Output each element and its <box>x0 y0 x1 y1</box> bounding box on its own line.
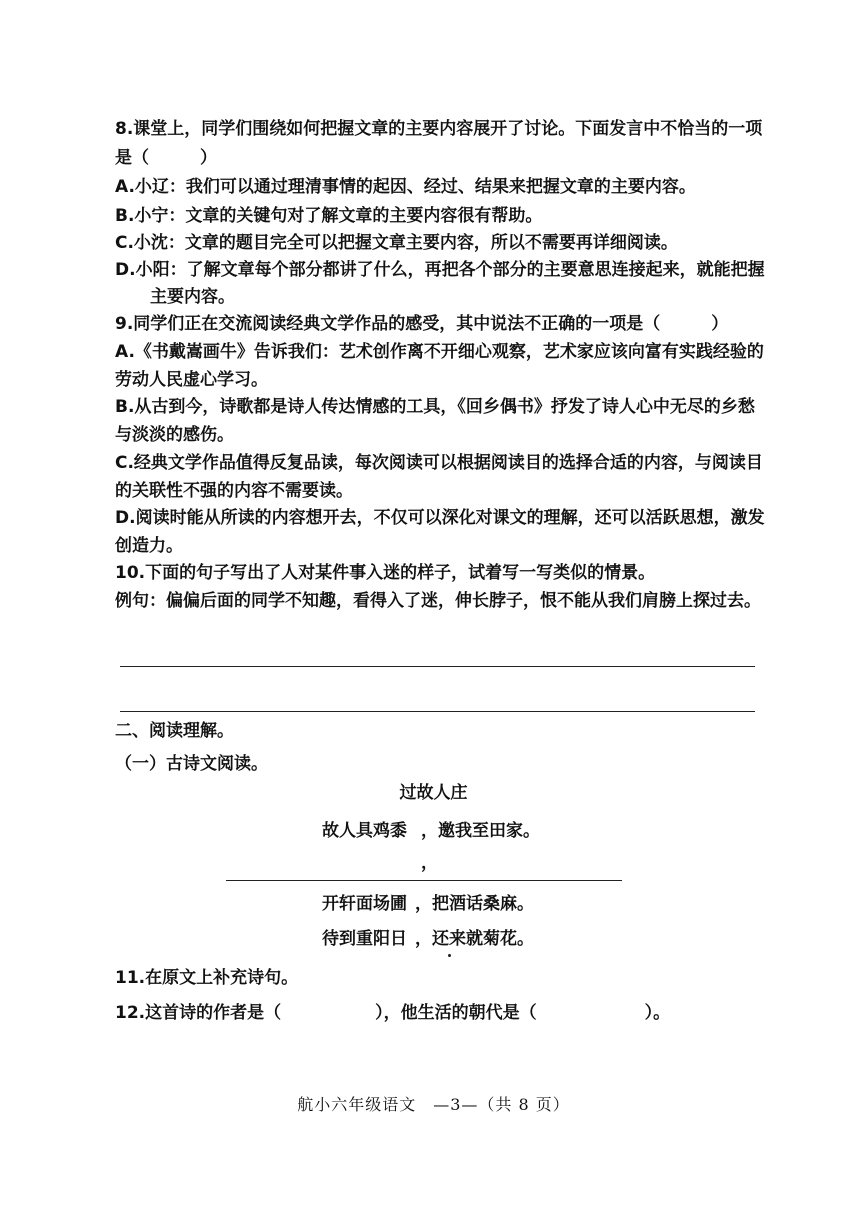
q8-stem-line2: 是（ ） <box>115 148 217 168</box>
q9-option-a-line1: A.《书戴嵩画牛》告诉我们：艺术创作离不开细心观察，艺术家应该向富有实践经验的 <box>115 342 764 362</box>
q8-option-b: B.小宁：文章的关键句对了解文章的主要内容很有帮助。 <box>115 206 543 226</box>
q8-option-d-cont: 主要内容。 <box>150 287 235 307</box>
q9-option-c-line2: 的关联性不强的内容不需要读。 <box>115 481 353 501</box>
q12-part2: ），他生活的朝代是（ <box>375 1003 537 1023</box>
poem-line4 <box>322 928 534 950</box>
poem-line3 <box>322 893 534 915</box>
poem-line1-b: ，邀我至田家。 <box>421 821 540 841</box>
poem-line4-b: ，还来就菊花。 <box>415 929 534 949</box>
q10-example: 例句：偏偏后面的同学不知趣，看得入了迷，伸长脖子，恨不能从我们肩膀上探过去。 <box>115 591 761 611</box>
q8-option-d: D.小阳：了解文章每个部分都讲了什么，再把各个部分的主要意思连接起来，就能把握 <box>115 260 765 280</box>
q9-option-a-line2: 劳动人民虚心学习。 <box>115 370 268 390</box>
poem-title: 过故人庄 <box>399 783 468 803</box>
q11: 11.在原文上补充诗句。 <box>115 968 299 988</box>
q9-option-d-line1: D.阅读时能从所读的内容想开去，不仅可以深化对课文的理解，还可以活跃思想，激发 <box>115 508 765 528</box>
poem-line1 <box>322 820 540 842</box>
poem-line2-comma: ， <box>421 853 438 873</box>
q8-option-c: C.小沈：文章的题目完全可以把握文章主要内容，所以不需要再详细阅读。 <box>115 233 678 253</box>
q9-option-b-line2: 与淡淡的感伤。 <box>115 425 234 445</box>
emphasis-dot <box>448 954 451 957</box>
poem-line3-a: 开轩面场圃 <box>322 894 407 914</box>
q9-option-d-line2: 创造力。 <box>115 536 183 556</box>
q9-option-b-line1: B.从古到今，诗歌都是诗人传达情感的工具，《回乡偶书》抒发了诗人心中无尽的乡愁 <box>115 397 755 417</box>
q8-option-a: A.小辽：我们可以通过理清事情的起因、经过、结果来把握文章的主要内容。 <box>115 177 696 197</box>
section2-subheading: （一）古诗文阅读。 <box>115 754 268 774</box>
q12 <box>115 1002 670 1024</box>
section2-heading: 二、阅读理解。 <box>115 721 234 741</box>
q8-stem-line1: 8.课堂上，同学们围绕如何把握文章的主要内容展开了讨论。下面发言中不恰当的一项 <box>115 119 763 139</box>
q9-option-c-line1: C.经典文学作品值得反复品读，每次阅读可以根据阅读目的选择合适的内容，与阅读目 <box>115 453 763 473</box>
q10-stem: 10.下面的句子写出了人对某件事入迷的样子，试着写一写类似的情景。 <box>115 563 656 583</box>
poem-blank-line[interactable] <box>226 880 622 881</box>
poem-line3-b: ，把酒话桑麻。 <box>415 894 534 914</box>
q9-stem: 9.同学们正在交流阅读经典文学作品的感受，其中说法不正确的一项是（ ） <box>115 314 729 334</box>
q12-part1: 12.这首诗的作者是（ <box>115 1003 282 1023</box>
q12-part3: ）。 <box>644 1003 671 1023</box>
poem-line1-a: 故人具鸡黍 <box>322 821 407 841</box>
page-footer: 航小六年级语文 —3—（共 8 页） <box>297 1095 570 1114</box>
poem-line4-a: 待到重阳日 <box>322 929 407 949</box>
answer-line-1[interactable] <box>120 666 755 667</box>
answer-line-2[interactable] <box>120 711 755 712</box>
